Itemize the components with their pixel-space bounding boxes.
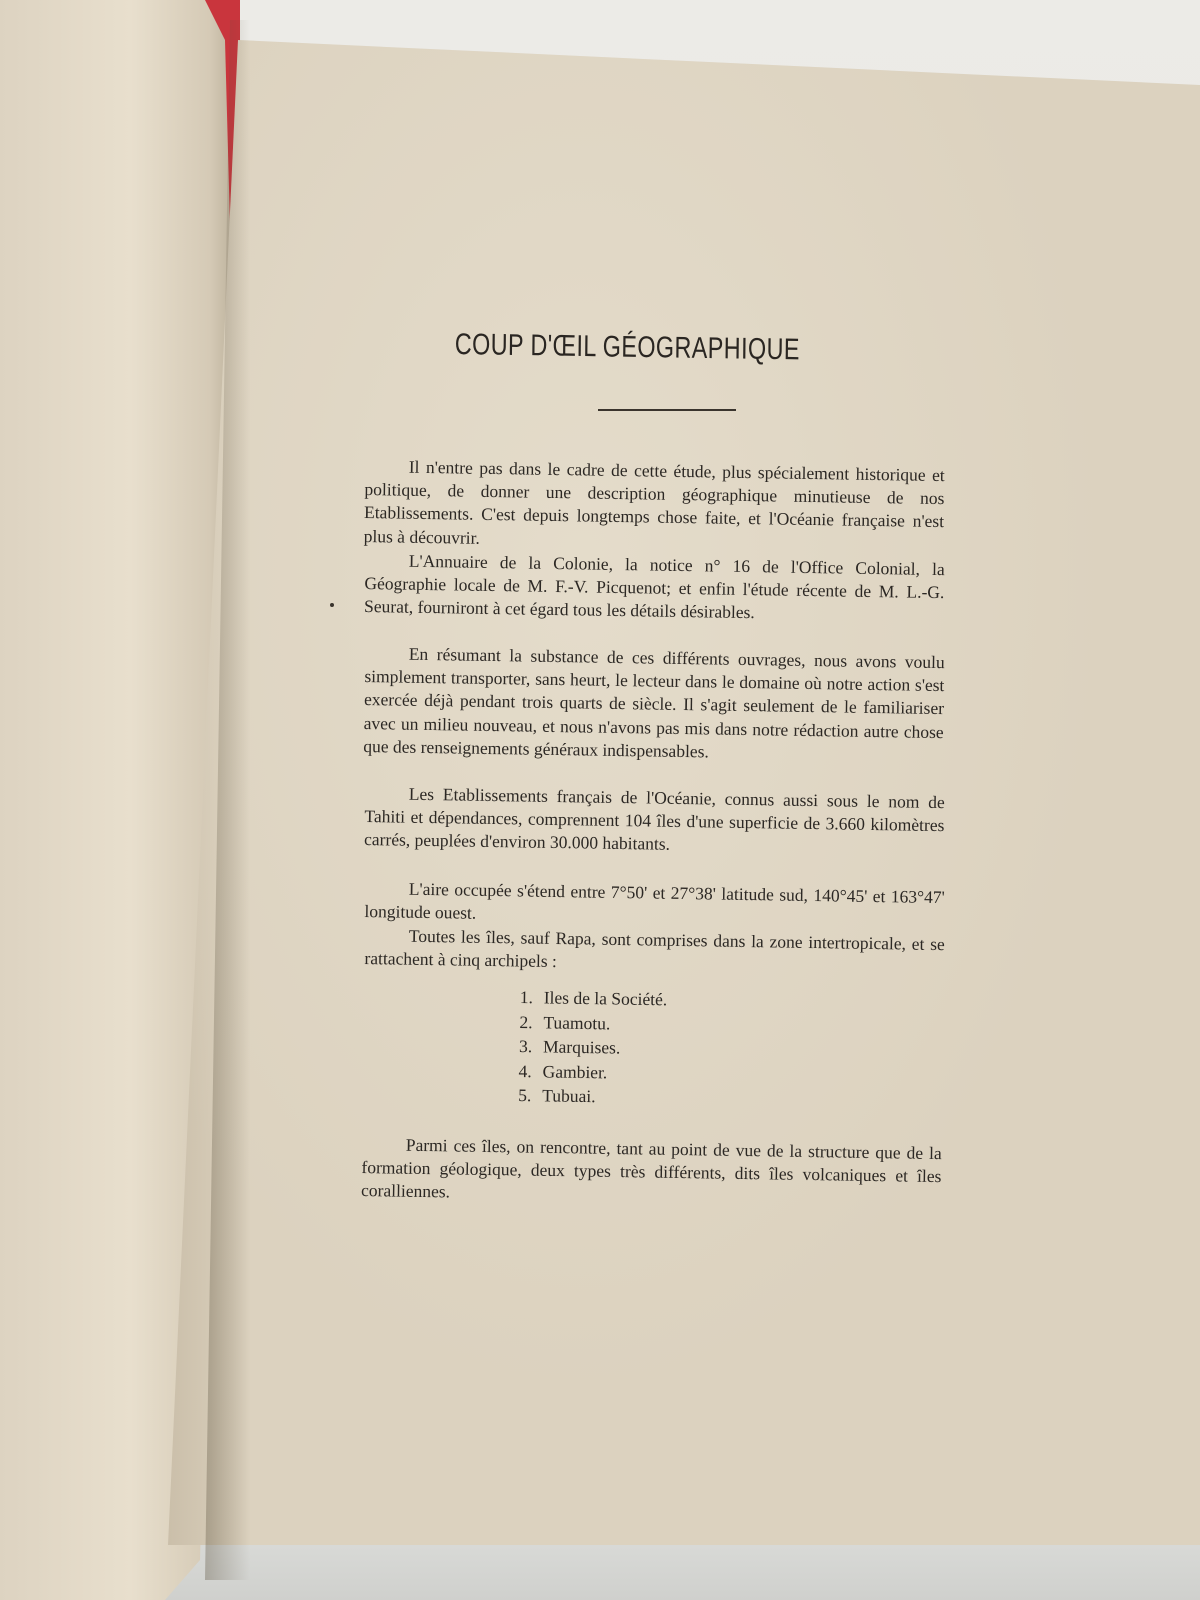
paragraph-closing: Parmi ces îles, on rencontre, tant au point de vue de la structure que de la formation géologique, deux types très différents, dits îles volcaniques et îles coralliennes. — [360, 1134, 942, 1202]
book-bottom-edge — [160, 1540, 1200, 1600]
archipelago-list — [518, 985, 667, 1110]
list-item: 4. Gambier. — [518, 1060, 608, 1082]
paragraph-summary: En résumant la substance de ces différents ouvrages, nous avons voulu simplement transporter, sans heurt, le lecteur dans le domaine où notre action s'est exercée déjà pendant trois quarts de siècle. Il s'agit seulement de le familiariser avec un milieu nouveau, et nous n'avons pas mis dans notre rédaction autre chose que des renseignements généraux indispensables. — [363, 643, 945, 762]
paragraph-establishments: Les Etablissements français de l'Océanie, connus aussi sous le nom de Tahiti et dépendances, comprennent 104 îles d'une superficie de 3.660 kilomètres carrés, peuplées d'environ 30.000 habitants. — [363, 783, 945, 855]
paragraph-sources: L'Annuaire de la Colonie, la notice n° 16 de l'Office Colonial, la Géographie locale de M. F.-V. Picquenot; et enfin l'étude récente de M. L.-G. Seurat, fourniront à cet égard tous les détails désirables. — [363, 550, 945, 623]
paragraph-archipelagos: Toutes les îles, sauf Rapa, sont comprises dans la zone intertropicale, et se rattachent à cinq archipels : — [364, 925, 945, 972]
list-item: 2. Tuamotu. — [519, 1011, 611, 1033]
ink-speck — [330, 603, 334, 607]
paragraph-coordinates: L'aire occupée s'étend entre 7°50' et 27°38' latitude sud, 140°45' et 163°47' longitude ouest. — [364, 878, 945, 923]
list-item: 5. Tubuai. — [518, 1084, 596, 1107]
page-title: COUP D'ŒIL GÉOGRAPHIQUE — [454, 328, 800, 367]
list-item: 1. Iles de la Société. — [519, 986, 668, 1010]
list-item: 3. Marquises. — [518, 1035, 621, 1058]
title-rule — [598, 409, 736, 411]
paragraph-intro: Il n'entre pas dans le cadre de cette étude, plus spécialement historique et politique, de donner une description géographique minutieuse de nos Etablissements. C'est depuis longtemps chose faite, et l'Océanie française n'est plus à découvrir. — [363, 456, 945, 548]
